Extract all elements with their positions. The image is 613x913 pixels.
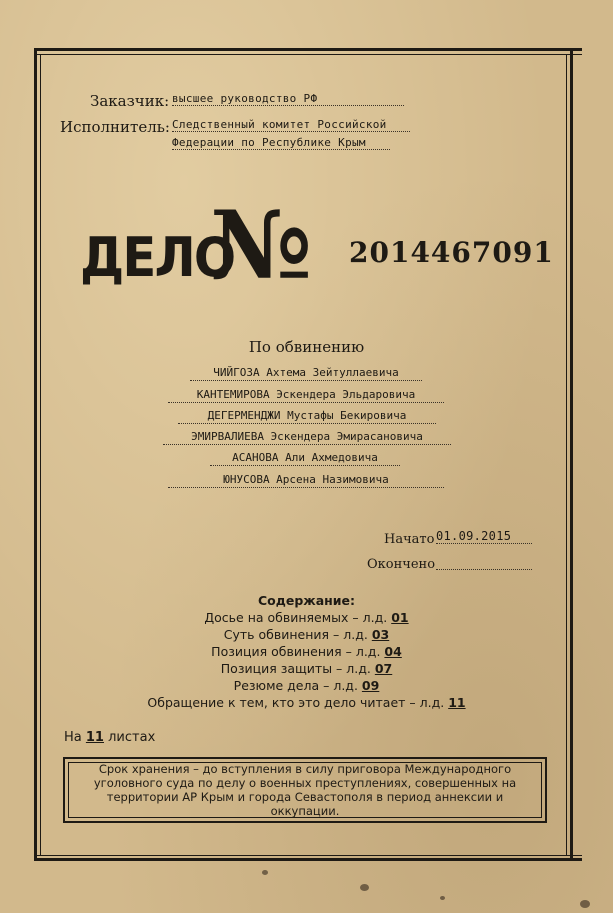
- contents-item: [0, 661, 613, 676]
- contents-item-page: 07: [374, 661, 393, 676]
- accused-name: ЮНУСОВА Арсена Назимовича: [168, 473, 444, 488]
- ended-value: [436, 556, 532, 570]
- contents-item-page: 04: [384, 644, 402, 659]
- contents-item-text: Резюме дела – л.д.: [233, 678, 358, 693]
- accused-name: ДЕГЕРМЕНДЖИ Мустафы Бекировича: [178, 409, 436, 424]
- contents-item-page: 01: [391, 610, 409, 625]
- executor-value-line1: Следственный комитет Российской: [172, 118, 410, 132]
- storage-term-line: уголовного суда по делу о военных преступлениях, совершенных на: [93, 776, 517, 790]
- charge-heading: По обвинению: [248, 338, 365, 356]
- contents-item-text: Позиция защиты – л.д.: [220, 661, 371, 676]
- ink-stain: [262, 870, 268, 875]
- frame-top-inner-rule: [34, 54, 582, 55]
- executor-label: Исполнитель:: [60, 118, 170, 136]
- contents-item: [0, 678, 613, 693]
- started-label: Начато: [384, 532, 435, 547]
- frame-top-rule: [34, 48, 582, 51]
- contents-item-page: 09: [361, 678, 380, 693]
- ink-stain: [580, 900, 590, 908]
- contents-item-text: Позиция обвинения – л.д.: [211, 644, 381, 659]
- frame-right-rule: [570, 48, 573, 861]
- sheets-suffix: листах: [108, 730, 156, 745]
- contents-item-page: 03: [371, 627, 390, 642]
- accused-name: ЭМИРВАЛИЕВА Эскендера Эмирасановича: [163, 430, 451, 445]
- storage-term-box: [63, 757, 547, 823]
- case-number: 2014467091: [349, 236, 554, 269]
- contents-item-text: Досье на обвиняемых – л.д.: [204, 610, 388, 625]
- contents-item: [0, 695, 613, 710]
- sheets-count: 11: [85, 730, 104, 745]
- storage-term-line: Срок хранения – до вступления в силу приговора Международного: [98, 762, 512, 776]
- accused-name: КАНТЕМИРОВА Эскендера Эльдаровича: [168, 388, 444, 403]
- storage-term-text: [68, 762, 542, 818]
- contents-item: [0, 610, 613, 625]
- frame-bottom-rule: [34, 858, 582, 861]
- case-number-sign: №: [210, 191, 313, 301]
- storage-term-line: территории АР Крым и города Севастополя в период аннексии и оккупации.: [106, 790, 504, 818]
- case-title-word: ДЕЛО: [80, 226, 235, 289]
- contents-heading: Содержание:: [257, 593, 356, 608]
- accused-name: ЧИЙГОЗА Ахтема Зейтуллаевича: [190, 366, 422, 381]
- contents-item: [0, 644, 613, 659]
- frame-right-inner-rule: [566, 54, 567, 855]
- sheets-prefix: На: [64, 730, 82, 745]
- executor-value-line2: Федерации по Республике Крым: [172, 136, 390, 150]
- contents-item-text: Обращение к тем, кто это дело читает – л.д.: [147, 695, 445, 710]
- ended-label: Окончено: [367, 557, 436, 572]
- contents-item: [0, 627, 613, 642]
- frame-left-rule: [34, 48, 37, 861]
- contents-item-text: Суть обвинения – л.д.: [223, 627, 368, 642]
- contents-item-page: 11: [448, 695, 466, 710]
- sheets-count-line: [64, 730, 155, 745]
- ink-stain: [440, 896, 445, 900]
- started-value: 01.09.2015: [436, 529, 532, 544]
- ink-stain: [360, 884, 369, 891]
- frame-bottom-inner-rule: [34, 855, 582, 856]
- customer-value: высшее руководство РФ: [172, 92, 404, 106]
- accused-name: АСАНОВА Али Ахмедовича: [210, 451, 400, 466]
- customer-label: Заказчик:: [90, 92, 170, 110]
- frame-left-inner-rule: [40, 54, 41, 855]
